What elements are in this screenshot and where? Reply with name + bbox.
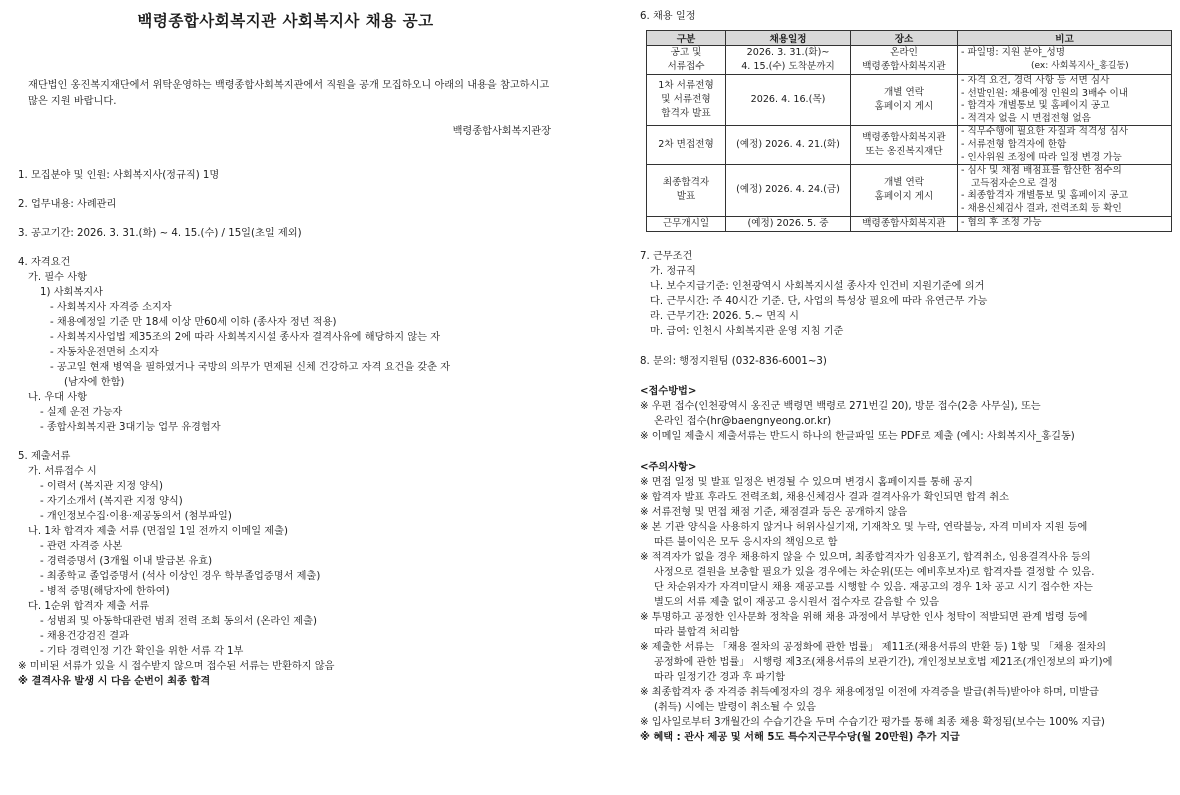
list-item: - 실제 운전 가능자: [40, 407, 123, 418]
list-item: - 병적 증명(해당자에 한하여): [40, 586, 170, 597]
list-item: 라. 근무기간: 2026. 5.~ 면직 시: [650, 310, 800, 322]
list-item: ※ 면접 일정 및 발표 일정은 변경될 수 있으며 변경시 홈페이지를 통해 공지: [640, 476, 973, 488]
section-5-a: 가. 서류접수 시: [28, 466, 97, 477]
list-item: ※ 투명하고 공정한 인사문화 정착을 위해 채용 과정에서 부당한 인사 청탁이 적발되면 관계 법령 등에: [640, 611, 1088, 623]
list-item: ※ 합격자 발표 후라도 전력조회, 채용신체검사 결과 결격사유가 확인되면 합격 취소: [640, 491, 1009, 503]
table-cell: 개별 연락 홈페이지 게시: [851, 75, 958, 126]
section-4-a1: 1) 사회복지사: [40, 287, 103, 298]
section-2-duty: 2. 업무내용: 사례관리: [18, 199, 117, 210]
table-cell: 2차 면접전형: [647, 126, 726, 165]
list-item: 별도의 서류 제출 없이 재공고 응시원서 접수자로 갈음할 수 있음: [654, 596, 940, 608]
list-item: - 최종학교 졸업증명서 (석사 이상인 경우 학부졸업증명서 제출): [40, 571, 321, 582]
table-cell: - 파일명: 지원 분야_성명 (ex: 사회복지사_홍길동): [958, 46, 1172, 75]
table-cell: - 직무수행에 필요한 자질과 적격성 심사 - 서류전형 합격자에 한함 - 인사위원 조정에 따라 일정 변경 가능: [958, 126, 1172, 165]
list-item: 나. 보수지급기준: 인천광역시 사회복지시설 종사자 인건비 지원기준에 의거: [650, 280, 985, 292]
list-item: 가. 정규직: [650, 265, 696, 277]
section-1-recruit: 1. 모집분야 및 인원: 사회복지사(정규직) 1명: [18, 170, 220, 181]
list-item: 따른 불이익은 모두 응시자의 책임으로 함: [654, 536, 838, 548]
table-cell: - 자격 요건, 경력 사항 등 서면 심사 - 선발인원: 채용예정 인원의 3배수 이내 - 합격자 개별통보 및 홈페이지 공고 - 적격자 없을 시 면접전형 없음: [958, 75, 1172, 126]
table-row: [647, 46, 1172, 75]
table-row: [647, 75, 1172, 126]
section-5-c: 다. 1순위 합격자 제출 서류: [28, 601, 150, 612]
list-item: - 관련 자격증 사본: [40, 541, 123, 552]
list-item: ※ 적격자가 없을 경우 채용하지 않을 수 있으며, 최종합격자가 임용포기, 합격취소, 임용결격사유 등의: [640, 551, 1091, 563]
list-item: 사정으로 결원을 보충할 필요가 있을 경우에는 차순위(또는 예비후보자)로 합격자를 결정할 수 있음.: [654, 566, 1095, 578]
table-cell: (예정) 2026. 4. 24.(금): [726, 165, 851, 216]
section-5-note: ※ 미비된 서류가 있을 시 접수받지 않으며 접수된 서류는 반환하지 않음: [18, 661, 335, 672]
benefit-note: ※ 혜택 : 관사 제공 및 서해 5도 특수지근무수당(월 20만원) 추가 지급: [640, 731, 960, 743]
list-item: 단 차순위자가 자격미달시 채용 재공고를 시행할 수 있음. 재공고의 경우 1차 공고 시기 접수한 자는: [654, 581, 1093, 593]
table-row: [647, 165, 1172, 216]
table-cell: 최종합격자 발표: [647, 165, 726, 216]
table-cell: (예정) 2026. 4. 21.(화): [726, 126, 851, 165]
section-3-period: 3. 공고기간: 2026. 3. 31.(화) ~ 4. 15.(수) / 15일(초일 제외): [18, 228, 302, 239]
section-6-heading: 6. 채용 일정: [640, 11, 696, 22]
list-item: ※ 입사일로부터 3개월간의 수습기간을 두며 수습기간 평가를 통해 최종 채용 확정됨(보수는 100% 지급): [640, 716, 1105, 728]
list-item: - 성범죄 및 아동학대관련 범죄 전력 조회 동의서 (온라인 제출): [40, 616, 317, 627]
intro-paragraph: 재단법인 옹진복지재단에서 위탁운영하는 백령종합사회복지관에서 직원을 공개 모집하오니 아래의 내용을 참고하시고 많은 지원 바랍니다.: [28, 80, 550, 107]
table-cell: - 심사 및 채점 배점표를 합산한 점수의 고득점자순으로 결정 - 최종합격자 개별통보 및 홈페이지 공고 - 채용신체검사 결과, 전력조회 등 확인: [958, 165, 1172, 216]
section-4-a: 가. 필수 사항: [28, 272, 87, 283]
table-cell: 근무개시일: [647, 216, 726, 231]
list-item: - 경력증명서 (3개월 이내 발급본 유효): [40, 556, 213, 567]
column-header: 구분: [647, 31, 726, 46]
table-cell: 개별 연락 홈페이지 게시: [851, 165, 958, 216]
section-5-heading: 5. 제출서류: [18, 451, 71, 462]
list-item: 따라 불합격 처리함: [654, 626, 740, 638]
list-item: - 사회복지사업법 제35조의 2에 따라 사회복지시설 종사자 결격사유에 해당하지 않는 자: [50, 332, 441, 343]
list-item: - 자동차운전면허 소지자: [50, 347, 159, 358]
table-cell: 공고 및 서류접수: [647, 46, 726, 75]
section-8-contact: 8. 문의: 행정지원팀 (032-836-6001~3): [640, 355, 827, 367]
caution-heading: <주의사항>: [640, 461, 697, 473]
list-item: - 종합사회복지관 3대기능 업무 유경험자: [40, 422, 221, 433]
table-cell: (예정) 2026. 5. 중: [726, 216, 851, 231]
column-header: 비고: [958, 31, 1172, 46]
table-row: [647, 126, 1172, 165]
right-column: [640, 0, 1170, 745]
section-5-b: 나. 1차 합격자 제출 서류 (면접일 1일 전까지 이메일 제출): [28, 526, 288, 537]
table-cell: 2026. 4. 16.(목): [726, 75, 851, 126]
table-header-row: [647, 31, 1172, 46]
section-5-note-bold: ※ 결격사유 발생 시 다음 순번이 최종 합격: [18, 676, 211, 687]
list-item: - 채용건강검진 결과: [40, 631, 129, 642]
table-cell: 2026. 3. 31.(화)~ 4. 15.(수) 도착분까지: [726, 46, 851, 75]
list-item: 따라 일정기간 경과 후 파기함: [654, 671, 786, 683]
organization-signature: 백령종합사회복지관장: [452, 126, 551, 137]
list-item: (남자에 한함): [64, 377, 125, 388]
list-item: ※ 이메일 제출시 제출서류는 반드시 하나의 한글파일 또는 PDF로 제출 (예시: 사회복지사_홍길동): [640, 430, 1075, 442]
list-item: - 채용예정일 기준 만 18세 이상 만60세 이하 (종사자 정년 적용): [50, 317, 337, 328]
apply-method-heading: <접수방법>: [640, 385, 697, 397]
list-item: ※ 본 기관 양식을 사용하지 않거나 허위사실기재, 기재착오 및 누락, 연락불능, 자격 미비자 지원 등에: [640, 521, 1088, 533]
column-header: 장소: [851, 31, 958, 46]
list-item: - 사회복지사 자격증 소지자: [50, 302, 172, 313]
table-row: [647, 216, 1172, 231]
list-item: (취득) 시에는 발령이 취소될 수 있음: [654, 701, 816, 713]
list-item: - 공고일 현재 병역을 필하였거나 국방의 의무가 면제된 신체 건강하고 자격 요건을 갖춘 자: [50, 362, 451, 373]
table-cell: - 협의 후 조정 가능: [958, 216, 1172, 231]
column-header: 채용일정: [726, 31, 851, 46]
list-item: ※ 서류전형 및 면접 채점 기준, 채점결과 등은 공개하지 않음: [640, 506, 908, 518]
list-item: - 개인정보수집·이용·제공동의서 (첨부파일): [40, 511, 232, 522]
table-cell: 백령종합사회복지관: [851, 216, 958, 231]
list-item: 다. 근무시간: 주 40시간 기준. 단, 사업의 특성상 필요에 따라 유연근무 가능: [650, 295, 988, 307]
list-item: 마. 급여: 인천시 사회복지관 운영 지침 기준: [650, 325, 844, 337]
list-item: 공정화에 관한 법률」 시행령 제3조(채용서류의 보관기간), 개인정보보호법 제21조(개인정보의 파기)에: [654, 656, 1113, 668]
page-title: 백령종합사회복지관 사회복지사 채용 공고: [137, 12, 434, 30]
left-column: [18, 0, 553, 689]
list-item: 온라인 접수(hr@baengnyeong.or.kr): [654, 415, 832, 427]
table-cell: 온라인 백령종합사회복지관: [851, 46, 958, 75]
list-item: ※ 제출한 서류는 「채용 절차의 공정화에 관한 법률」 제11조(채용서류의 반환 등) 1항 및 「채용 절차의: [640, 641, 1107, 653]
table-cell: 1차 서류전형 및 서류전형 합격자 발표: [647, 75, 726, 126]
table-cell: 백령종합사회복지관 또는 옹진복지재단: [851, 126, 958, 165]
list-item: - 자기소개서 (복지관 지정 양식): [40, 496, 183, 507]
section-7-heading: 7. 근무조건: [640, 250, 693, 262]
list-item: - 기타 경력인정 기간 확인을 위한 서류 각 1부: [40, 646, 244, 657]
schedule-table: [646, 30, 1172, 232]
section-4-heading: 4. 자격요건: [18, 257, 71, 268]
section-4-b: 나. 우대 사항: [28, 392, 87, 403]
list-item: ※ 최종합격자 중 자격증 취득예정자의 경우 채용예정일 이전에 자격증을 발급(취득)받아야 하며, 미발급: [640, 686, 1099, 698]
list-item: - 이력서 (복지관 지정 양식): [40, 481, 163, 492]
list-item: ※ 우편 접수(인천광역시 옹진군 백령면 백령로 271번길 20), 방문 접수(2층 사무실), 또는: [640, 400, 1041, 412]
